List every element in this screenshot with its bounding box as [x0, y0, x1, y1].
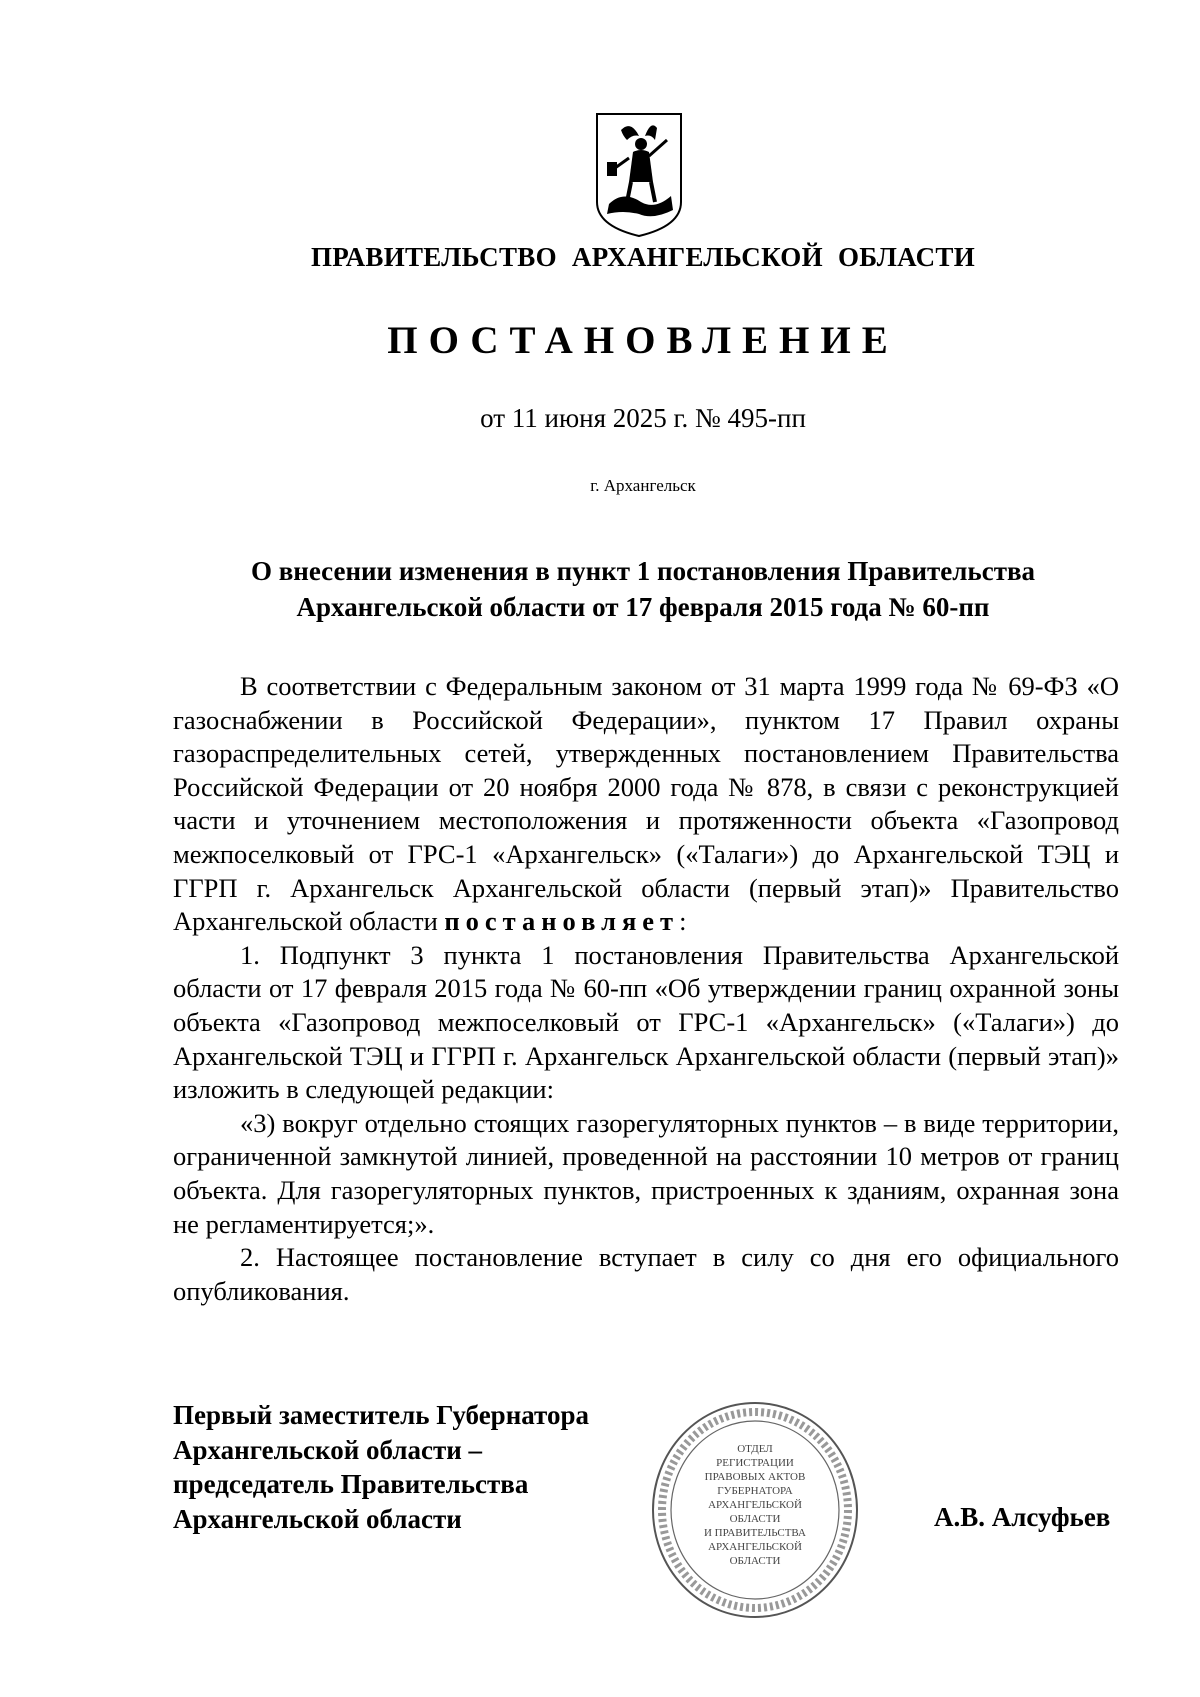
- signatory-name: А.В. Алсуфьев: [934, 1502, 1111, 1532]
- signatory-title-line: председатель Правительства: [173, 1469, 529, 1499]
- stamp-line: АРХАНГЕЛЬСКОЙ: [708, 1541, 802, 1553]
- subject-line-1: О внесении изменения в пункт 1 постановления Правительства: [250, 556, 1036, 586]
- paragraph-preamble: [173, 670, 1119, 939]
- stamp-line: ПРАВОВЫХ АКТОВ: [704, 1471, 806, 1483]
- city-line: г. Архангельск: [590, 476, 696, 495]
- official-stamp: [650, 1400, 860, 1620]
- stamp-line: ОБЛАСТИ: [729, 1555, 781, 1567]
- subject-line-2: Архангельской области от 17 февраля 2015 года № 60-пп: [296, 592, 990, 622]
- document-subject: [170, 553, 1116, 625]
- coat-of-arms-icon: [593, 110, 685, 238]
- preamble-text: В соответствии с Федеральным законом от 31 марта 1999 года № 69-ФЗ «О газоснабжении в Российской Федерации», пунктом 17 Правил охраны газораспределительных сетей, утвержденных постановлением Правительства Российской Федерации от 20 ноября 2000 года № 878, в связи с реконструкцией части и уточнением местоположения и протяженности объекта «Газопровод межпоселковый от ГРС-1 «Архангельск» («Талаги») до Архангельской ТЭЦ и ГГРП г. Архангельск Архангельской области (первый этап)» Правительство Архангельской области: [173, 671, 1119, 937]
- signatory-title-line: Архангельской области –: [173, 1434, 483, 1465]
- stamp-line: РЕГИСТРАЦИИ: [716, 1457, 794, 1469]
- preamble-colon: :: [679, 906, 687, 937]
- stamp-line: ОТДЕЛ: [737, 1443, 773, 1455]
- decree-keyword: постановляет: [444, 906, 680, 937]
- paragraph-item-1: 1. Подпункт 3 пункта 1 постановления Правительства Архангельской области от 17 февраля 2015 года № 60-пп «Об утверждении границ охранной зоны объекта «Газопровод межпоселковый от ГРС-1 «Архангельск» («Талаги») до Архангельской ТЭЦ и ГГРП г. Архангельск Архангельской области (первый этап)» изложить в следующей редакции:: [173, 939, 1119, 1105]
- stamp-line: И ПРАВИТЕЛЬСТВА: [703, 1527, 807, 1539]
- date-number-line: от 11 июня 2025 г. № 495-пп: [480, 403, 806, 433]
- paragraph-quote: «3) вокруг отдельно стоящих газорегуляторных пунктов – в виде территории, ограниченной замкнутой линией, проведенной на расстоянии 10 метров от границ объекта. Для газорегуляторных пунктов, пристроенных к зданиям, охранная зона не регламентируется;».: [173, 1107, 1119, 1239]
- signatory-title-line: Архангельской области: [173, 1503, 462, 1534]
- government-name: ПРАВИТЕЛЬСТВО АРХАНГЕЛЬСКОЙ ОБЛАСТИ: [310, 242, 976, 272]
- paragraph-item-2: 2. Настоящее постановление вступает в силу со дня его официального опубликования.: [173, 1242, 1119, 1306]
- stamp-line: АРХАНГЕЛЬСКОЙ: [708, 1499, 802, 1511]
- signatory-title: [173, 1398, 589, 1536]
- signatory-title-line: Первый заместитель Губернатора: [173, 1400, 589, 1430]
- stamp-line: ГУБЕРНАТОРА: [717, 1485, 793, 1497]
- stamp-line: ОБЛАСТИ: [729, 1513, 781, 1525]
- document-body: [173, 670, 1119, 1308]
- document-type: ПОСТАНОВЛЕНИЕ: [387, 319, 899, 362]
